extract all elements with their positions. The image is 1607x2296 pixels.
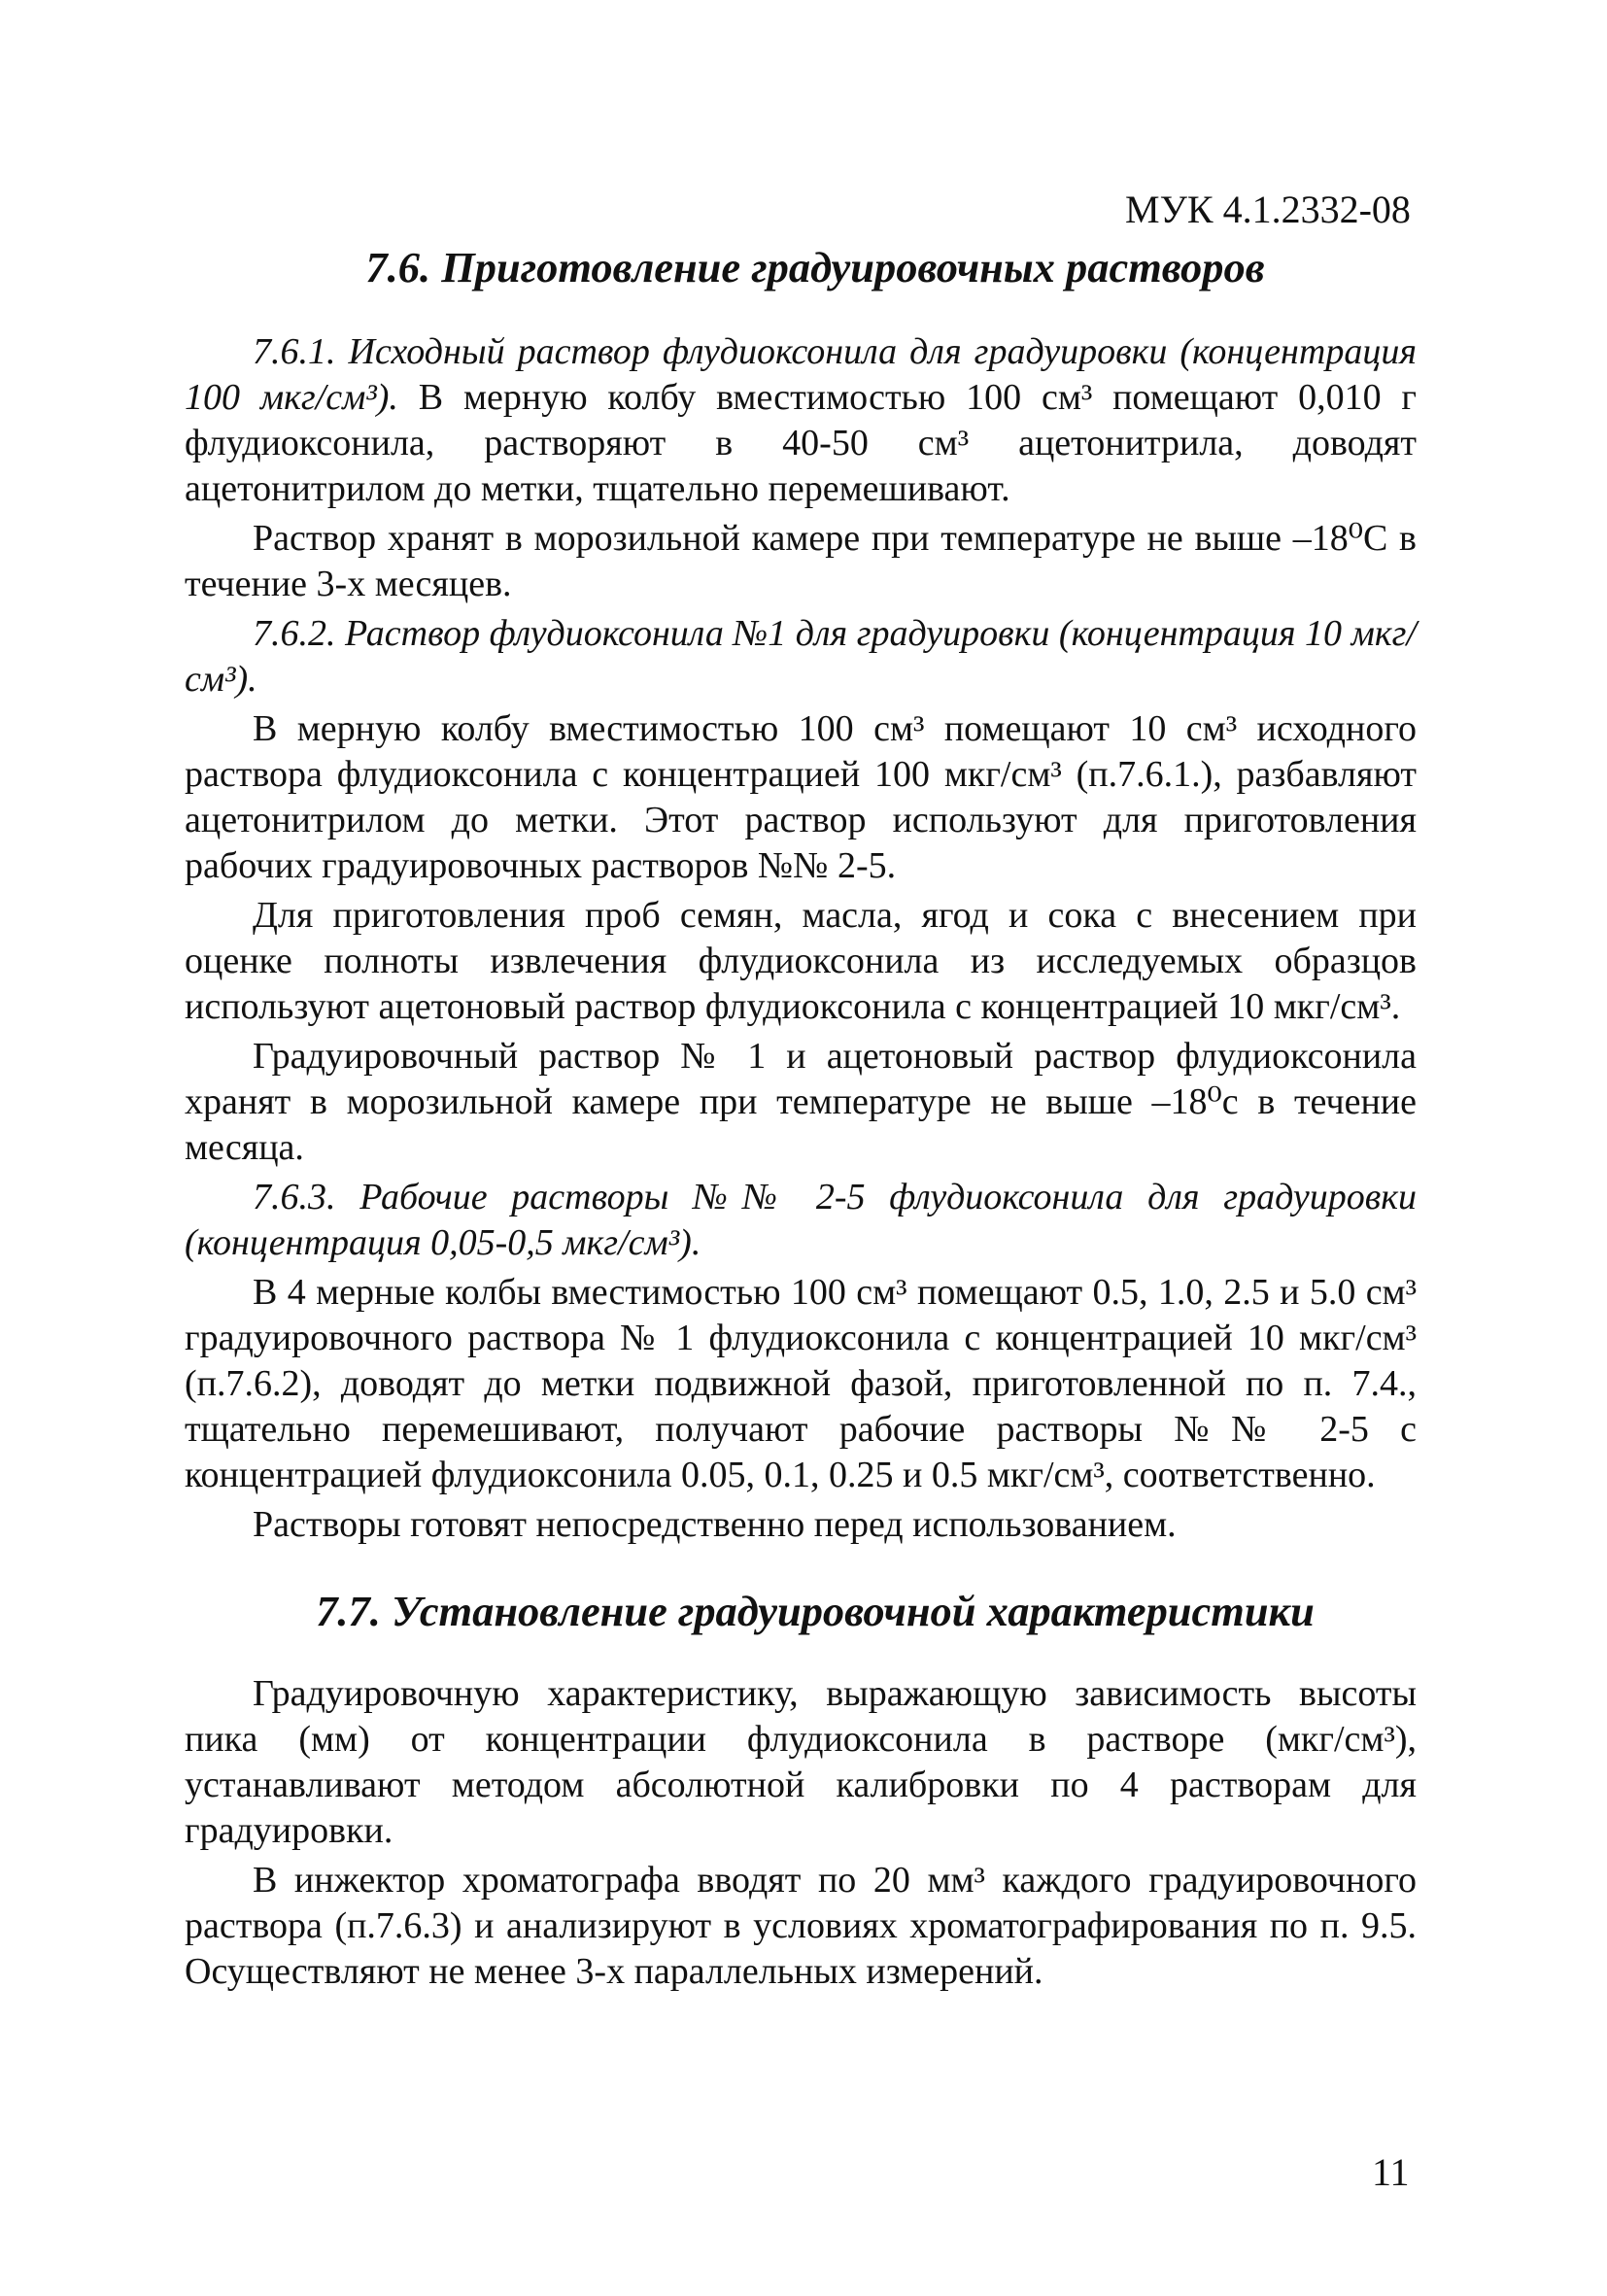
document-body: [185, 245, 1417, 1999]
paragraph-7-6-1-text: В мерную колбу вместимостью 100 см³ помещают 0,010 г флудиоксонила, растворяют в 40-50 см³ ацетонитрила, доводят ацетонитрилом до метки, тщательно перемешивают.: [185, 377, 1417, 509]
paragraph-working-solutions: В 4 мерные колбы вместимостью 100 см³ помещают 0.5, 1.0, 2.5 и 5.0 см³ градуировочного раствора № 1 флудиоксонила с концентрацией 10 мкг/см³ (п.7.6.2), доводят до метки подвижной фазой, приготовленной по п. 7.4., тщательно перемешивают, получают рабочие растворы №№ 2-5 с концентрацией флудиоксонила 0.05, 0.1, 0.25 и 0.5 мкг/см³, соответственно.: [185, 1272, 1417, 1495]
subsection-7-6-3-title: 7.6.3. Рабочие растворы №№ 2-5 флудиоксонила для градуировки (концентрация 0,05-0,5 мкг/см³).: [185, 1177, 1417, 1263]
paragraph-solution-1-prep: В мерную колбу вместимостью 100 см³ помещают 10 см³ исходного раствора флудиоксонила с концентрацией 100 мкг/см³ (п.7.6.1.), разбавляют ацетонитрилом до метки. Этот раствор используют для приготовления рабочих градуировочных растворов №№ 2-5.: [185, 708, 1417, 886]
paragraph-prepare-before-use: Растворы готовят непосредственно перед использованием.: [253, 1504, 1177, 1545]
paragraph-7-6-1: [185, 329, 1417, 512]
section-7-6-title: 7.6. Приготовление градуировочных растворов: [365, 243, 1265, 291]
paragraph-acetone-solution: Для приготовления проб семян, масла, ягод и сока с внесением при оценке полноты извлечения флудиоксонила из исследуемых образцов используют ацетоновый раствор флудиоксонила с концентрацией 10 мкг/см³.: [185, 895, 1417, 1027]
paragraph-storage-solution-1: Градуировочный раствор № 1 и ацетоновый раствор флудиоксонила хранят в морозильной камере при температуре не выше –18⁰с в течение месяца.: [185, 1036, 1417, 1168]
paragraph-calibration-characteristic: Градуировочную характеристику, выражающую зависимость высоты пика (мм) от концентрации флудиоксонила в растворе (мкг/см³), устанавливают методом абсолютной калибровки по 4 растворам для градуировки.: [185, 1673, 1417, 1851]
section-7-7-title: 7.7. Установление градуировочной характеристики: [316, 1587, 1315, 1635]
page-number: 11: [1372, 2150, 1410, 2194]
document-code: МУК 4.1.2332-08: [1125, 188, 1411, 231]
subsection-7-6-1-title: 7.6.1. Исходный раствор флудиоксонила для градуировки (концентрация 100 мкг/см³).: [185, 331, 1417, 418]
paragraph-injection: В инжектор хроматографа вводят по 20 мм³ каждого градуировочного раствора (п.7.6.3) и анализируют в условиях хроматографирования по п. 9.5. Осуществляют не менее 3-х параллельных измерений.: [185, 1860, 1417, 1992]
subsection-7-6-2-title: 7.6.2. Раствор флудиоксонила №1 для градуировки (концентрация 10 мкг/см³).: [185, 613, 1417, 700]
paragraph-storage-stock: Раствор хранят в морозильной камере при температуре не выше –18⁰С в течение 3-х месяцев.: [185, 518, 1417, 604]
